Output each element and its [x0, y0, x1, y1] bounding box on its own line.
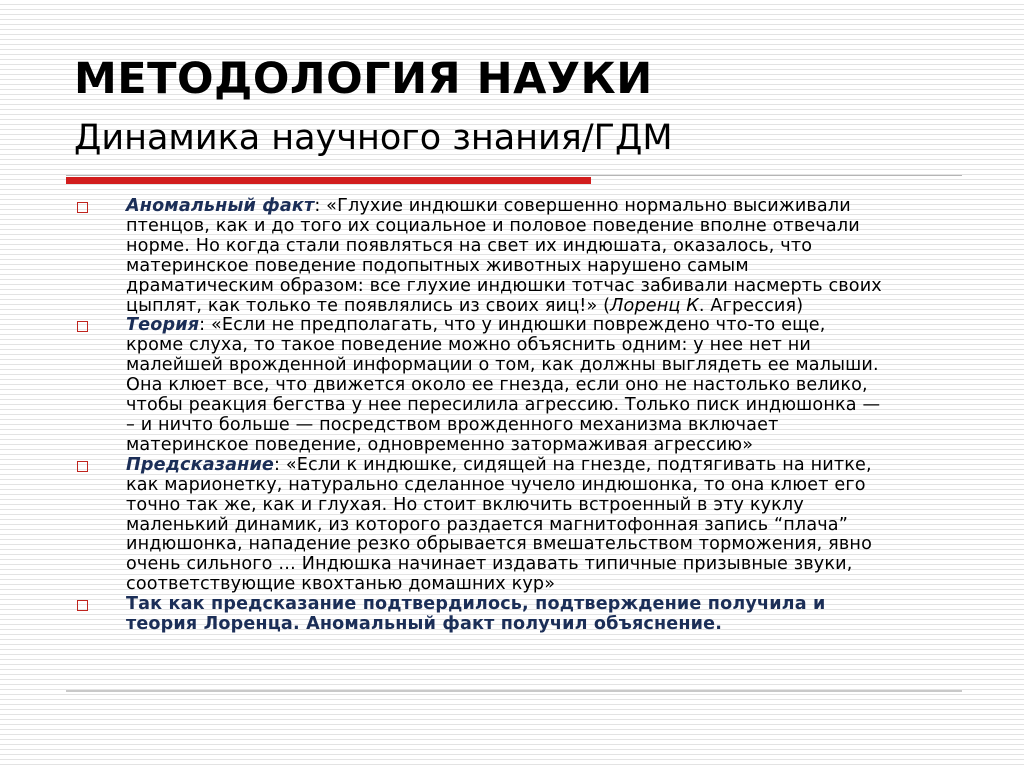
item-text	[126, 197, 1006, 316]
square-bullet-icon	[77, 202, 88, 213]
square-bullet-icon	[77, 321, 88, 332]
bullet-list	[76, 197, 1006, 635]
list-item-anomalous-fact	[76, 197, 1006, 316]
title-divider	[66, 175, 962, 176]
term-label: Теория	[126, 315, 200, 336]
title-accent-bar	[66, 177, 591, 184]
citation-tail: . Агрессия)	[698, 295, 804, 316]
item-body: : «Если не предполагать, что у индюшки повреждено что-то еще, кроме слуха, то такое поведение можно объяснить одним: у нее нет ни малейшей врожденной информации о том, как должны выглядеть ее малыши. Она клюет все, что движется около ее гнезда, если оно не настолько велико, чтобы реакция бегства у нее пересилила агрессию. Только писк индюшонка — – и ничто больше — посредством врожденного механизма включает материнское поведение, одновременно затормаживая агрессию»	[126, 315, 881, 455]
item-body: : «Глухие индюшки совершенно нормально высиживали птенцов, как и до того их социальное и половое поведение вполне отвечали норме. Но когда стали появляться на свет их индюшата, оказалось, что материнское поведение подопытных животных нарушено самым драматическим образом: все глухие индюшки тотчас забивали насмерть своих цыплят, как только те появлялись из своих яиц!» (	[126, 196, 882, 316]
item-text	[126, 316, 1006, 455]
term-label: Предсказание	[126, 454, 275, 475]
item-text	[126, 456, 1006, 595]
item-body: : «Если к индюшке, сидящей на гнезде, подтягивать на нитке, как марионетку, натурально сделанное чучело индюшонка, то она клюет его точно так же, как и глухая. Но стоит включить встроенный в эту куклу маленький динамик, из которого раздается магнитофонная запись “плача” индюшонка, нападение резко обрывается вмешательством торможения, явно очень сильного … Индюшка начинает издавать типичные призывные звуки, соответствующие квохтанью домашних кур»	[126, 454, 872, 595]
square-bullet-icon	[77, 600, 88, 611]
term-label: Аномальный факт	[126, 196, 315, 216]
slide-title: МЕТОДОЛОГИЯ НАУКИ	[74, 54, 653, 104]
slide-subtitle: Динамика научного знания/ГДМ	[74, 118, 673, 158]
citation-author: Лоренц К	[610, 295, 699, 316]
list-item-theory	[76, 316, 1006, 455]
list-item-conclusion	[76, 595, 1006, 635]
footer-divider	[66, 690, 962, 692]
square-bullet-icon	[77, 461, 88, 472]
list-item-prediction	[76, 456, 1006, 595]
conclusion-text: Так как предсказание подтвердилось, подтверждение получила и теория Лоренца. Аномальный факт получил объяснение.	[126, 594, 826, 635]
